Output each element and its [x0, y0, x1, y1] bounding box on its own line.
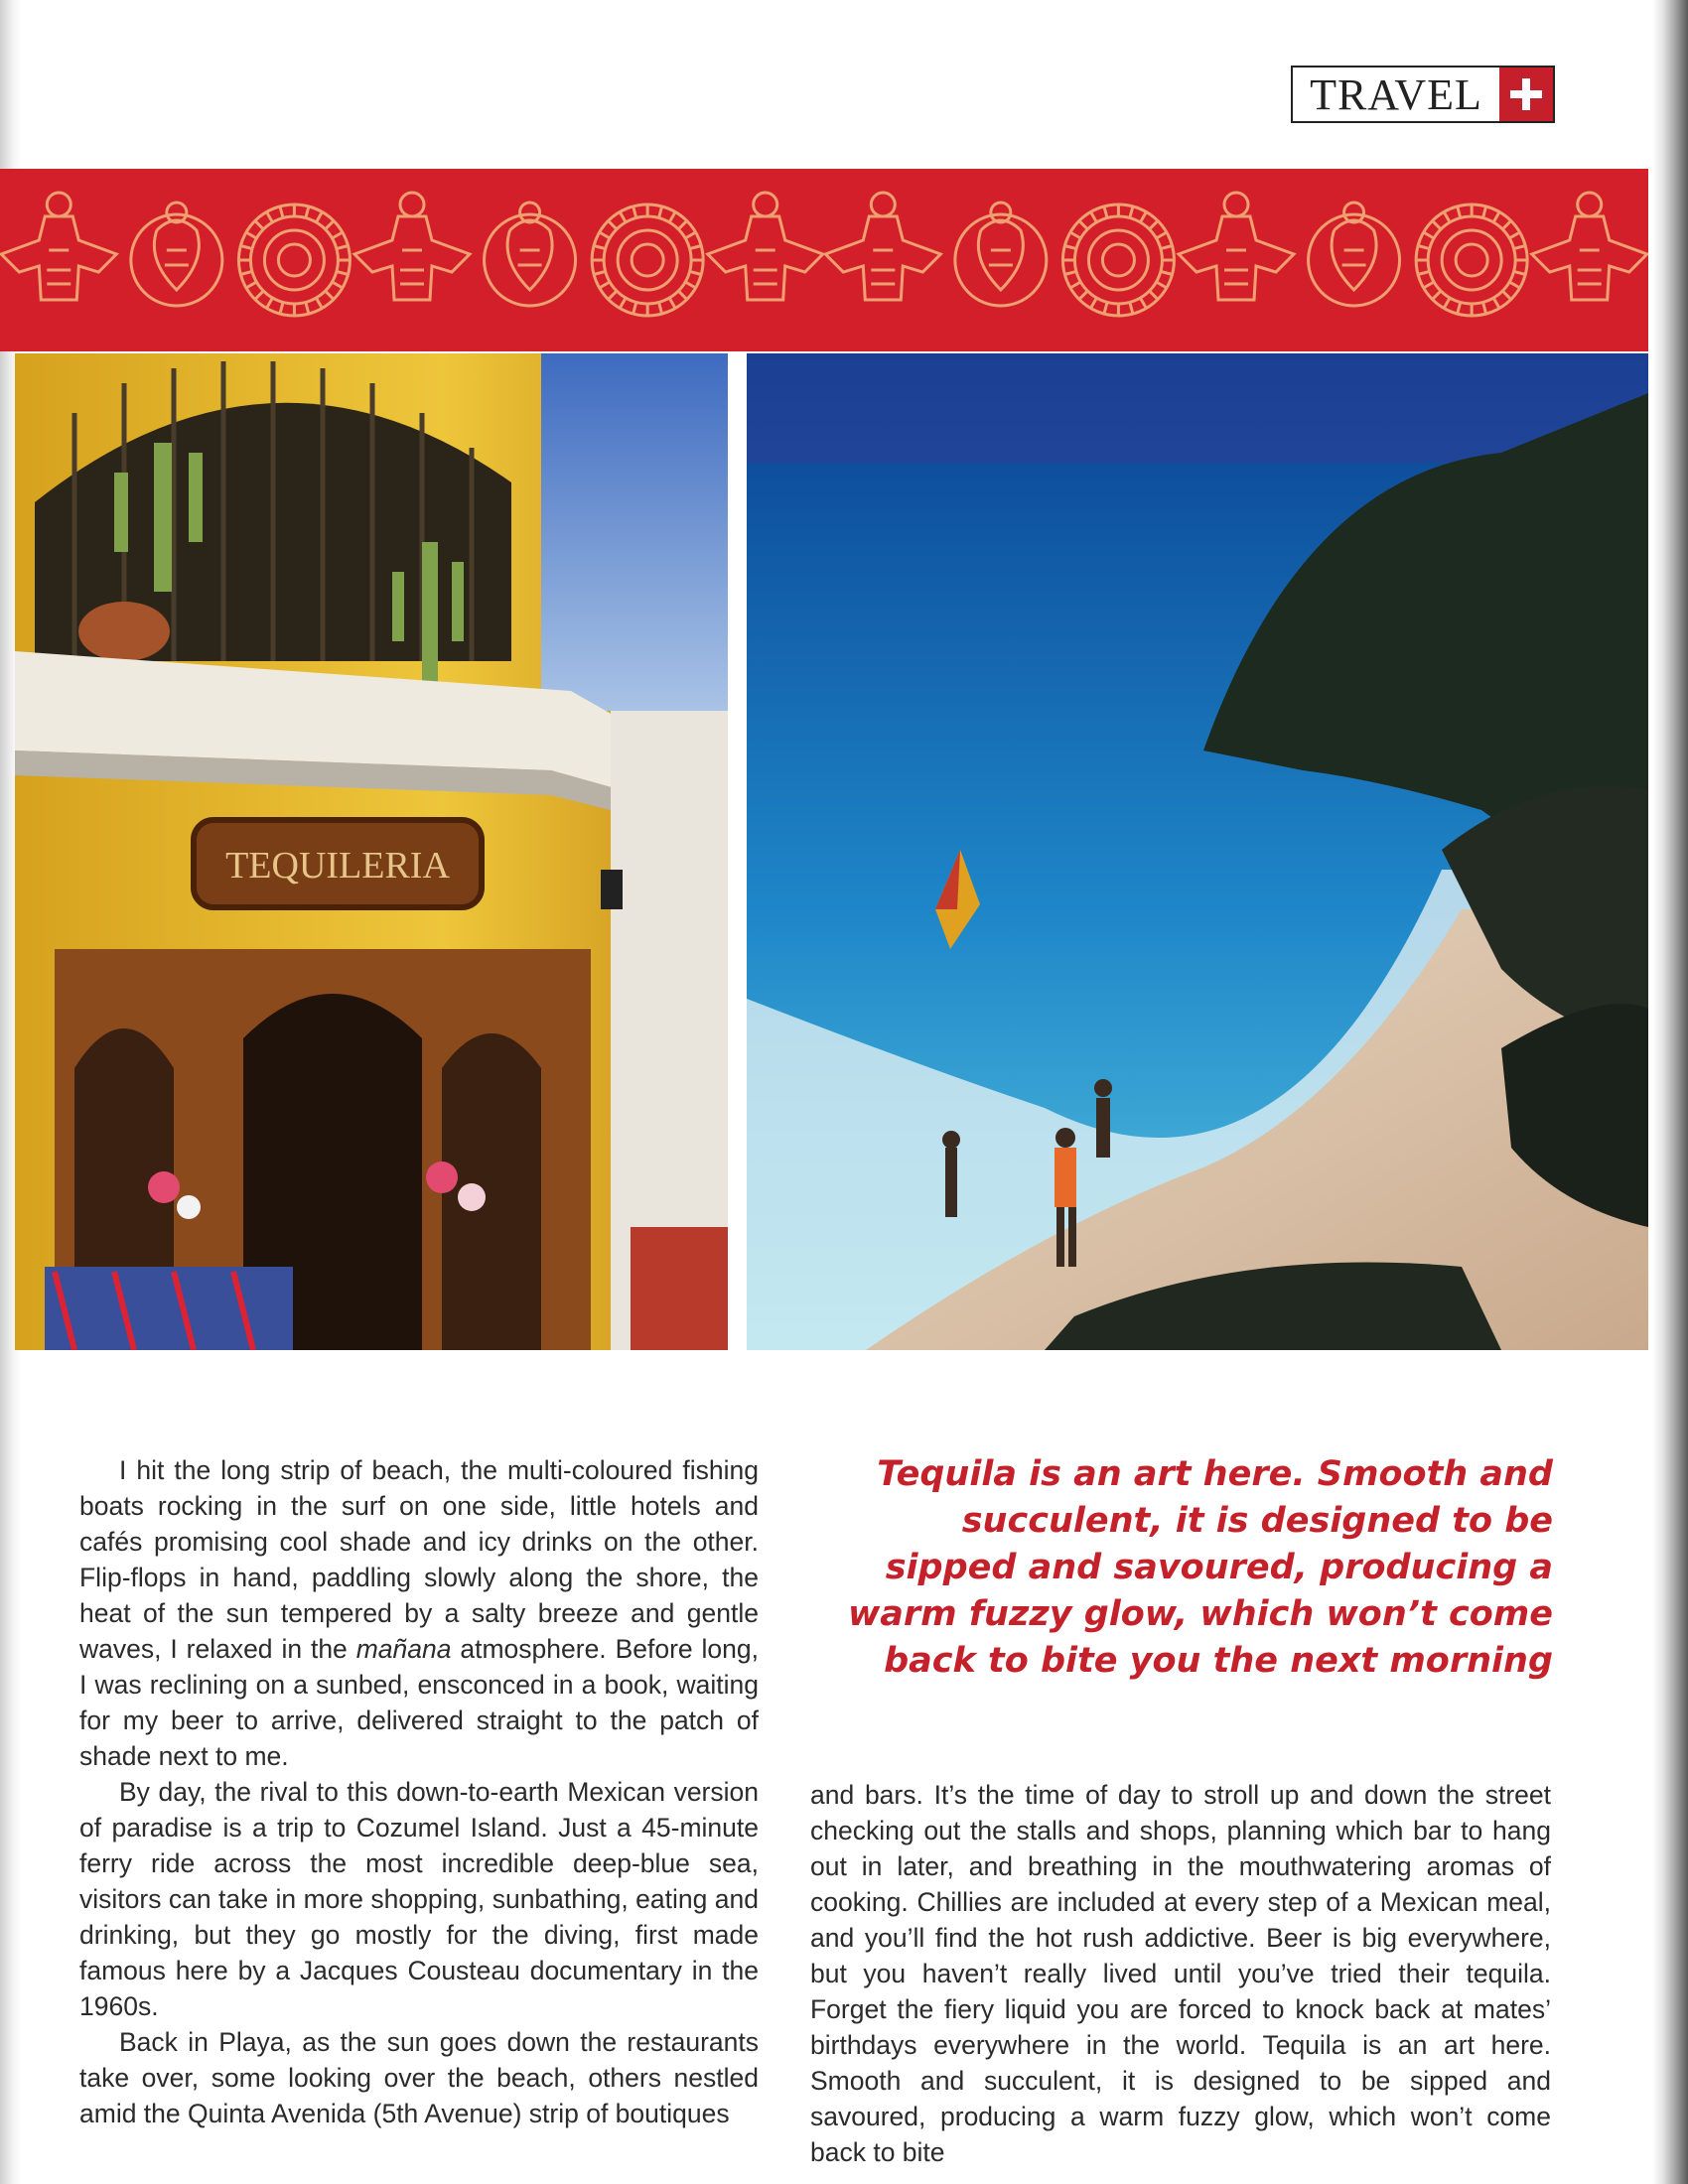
aztec-pattern-band [0, 169, 1648, 351]
tequileria-sign-text: TEQUILERIA [225, 845, 450, 887]
aztec-motif-strip [0, 169, 1648, 351]
article-column-right [810, 1777, 1551, 2170]
sun-disc-motif [592, 205, 703, 316]
article-paragraph-2: By day, the rival to this down-to-earth Mexican version of paradise is a trip to Cozumel Island. Just a 45-minute ferry ride across the most incredible deep-blue sea, visitors can take in more shopping, sunbathing, eating and drinking, but they go mostly for the diving, first made famous here by a Jacques Cousteau documentary in the 1960s. [79, 1777, 759, 2021]
plus-icon [1499, 68, 1553, 121]
tequileria-photo [15, 353, 728, 1350]
eagle-motif [825, 193, 940, 300]
section-label: TRAVEL [1310, 69, 1482, 119]
article-paragraph-3: Back in Playa, as the sun goes down the restaurants take over, some looking over the beach, others nestled amid the Quinta Avenida (5th Avenue) strip of boutiques [79, 2027, 759, 2128]
binding-shadow-right [1652, 0, 1688, 2184]
article-paragraph-1: I hit the long strip of beach, the multi-coloured fishing boats rocking in the surf on one side, little hotels and cafés promising cool shade and icy drinks on the other. Flip-flops in hand, paddling slowly along the shore, the heat of the sun tempered by a salty breeze and gentle waves, I relaxed in the mañana atmosphere. Before long, I was reclining on a sunbed, ensconced in a book, waiting for my beer to arrive, delivered straight to the patch of shade next to me. [79, 1455, 759, 1771]
eagle-motif [354, 193, 470, 300]
eagle-motif [1532, 193, 1647, 300]
eagle-motif [708, 193, 823, 300]
sun-disc-motif [238, 205, 350, 316]
bird-medallion-motif [955, 203, 1047, 306]
article-column-left [79, 1452, 759, 2131]
beach-photo [747, 353, 1648, 1350]
sun-disc-motif [1416, 205, 1527, 316]
article-paragraph-3-continued: and bars. It’s the time of day to stroll up and down the street checking out the stalls and shops, planning which bar to hang out in later, and breathing in the mouthwatering aromas of cooking. Chillies are included at every step of a Mexican meal, and you’ll find the hot rush addictive. Beer is big everywhere, but you haven’t really lived until you’ve tried their tequila. Forget the fiery liquid you are forced to knock back at mates’ birthdays everywhere in the world. Tequila is an art here. Smooth and succulent, it is designed to be sipped and savoured, producing a warm fuzzy glow, which won’t come back to bite [810, 1780, 1551, 2167]
section-tag [1291, 66, 1555, 123]
eagle-motif [1179, 193, 1294, 300]
sun-disc-motif [1062, 205, 1174, 316]
bird-medallion-motif [1309, 203, 1400, 306]
eagle-motif [1, 193, 116, 300]
bird-medallion-motif [131, 203, 222, 306]
bird-medallion-motif [485, 203, 576, 306]
pull-quote: Tequila is an art here. Smooth and succulent, it is designed to be sipped and savoured, producing a warm fuzzy glow, which won’t come back to bite you the next morning [847, 1454, 1553, 1681]
